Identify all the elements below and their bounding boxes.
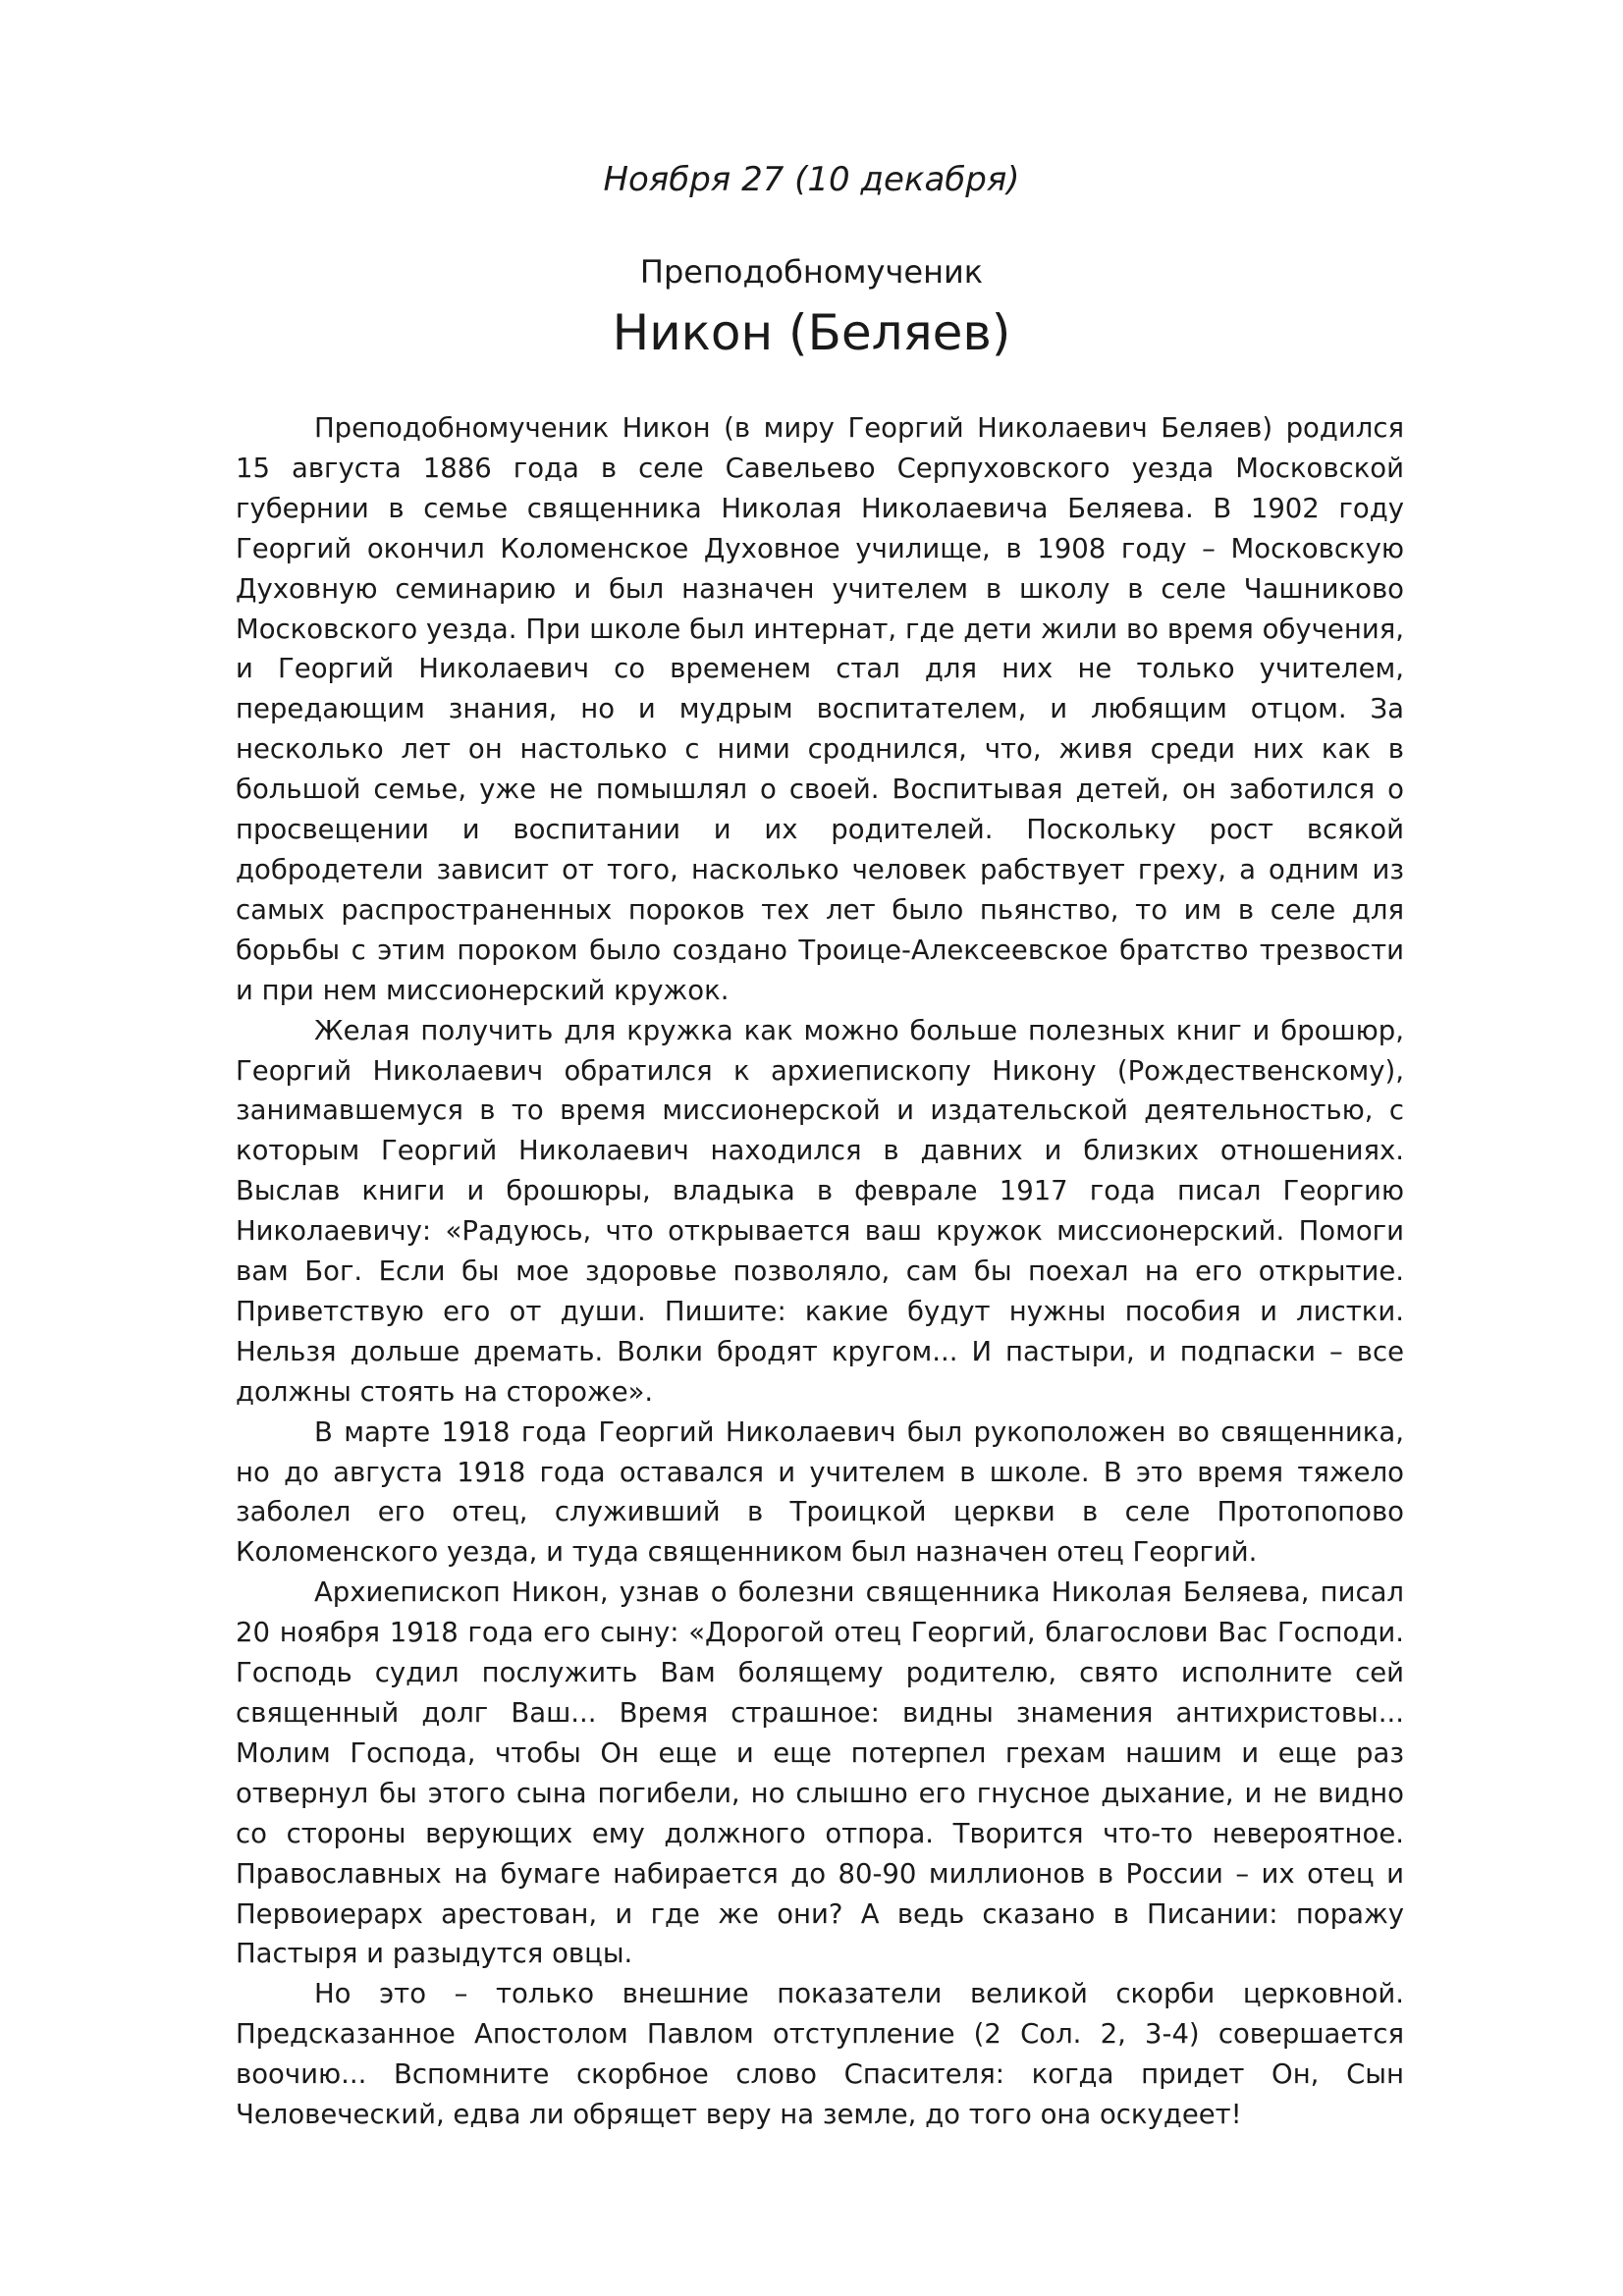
paragraph-4: Архиепископ Никон, узнав о болезни священника Николая Беляева, писал 20 ноября 1918 года его сыну: «Дорогой отец Георгий, благослови Вас Господи. Господь судил послужить Вам болящему родителю, свято исполните сей священный долг Ваш... Время страшное: видны знамения антихристовы... Молим Господа, чтобы Он еще и еще потерпел грехам нашим и еще раз отвернул бы этого сына погибели, но слышно его гнусное дыхание, и не видно со стороны верующих ему должного отпора. Творится что-то невероятное. Православных на бумаге набирается до 80-90 миллионов в России – их отец и Первоиерарх арестован, и где же они? А ведь сказано в Писании: поражу Пастыря и разыдутся овцы.: [236, 1576, 1404, 1970]
saint-name: Никон (Беляев): [612, 304, 1011, 361]
feast-date: Ноября 27 (10 декабря): [603, 160, 1020, 199]
paragraph-3: В марте 1918 года Георгий Николаевич был рукоположен во священника, но до августа 1918 года оставался и учителем в школе. В это время тяжело заболел его отец, служивший в Троицкой церкви в селе Протопопово Коломенского уезда, и туда священником был назначен отец Георгий.: [236, 1415, 1404, 1569]
article-body: [236, 408, 1404, 2135]
saint-rank: Преподобномученик: [639, 253, 984, 291]
paragraph-5: Но это – только внешние показатели великой скорби церковной. Предсказанное Апостолом Павлом отступление (2 Сол. 2, 3-4) совершается воочию... Вспомните скорбное слово Спасителя: когда придет Он, Сын Человеческий, едва ли обрящет веру на земле, до того она оскудеет!: [236, 1978, 1404, 2131]
paragraph-1: Преподобномученик Никон (в миру Георгий Николаевич Беляев) родился 15 августа 1886 года в селе Савельево Серпуховского уезда Московской губернии в семье священника Николая Николаевича Беляева. В 1902 году Георгий окончил Коломенское Духовное училище, в 1908 году – Московскую Духовную семинарию и был назначен учителем в школу в селе Чашниково Московского уезда. При школе был интернат, где дети жили во время обучения, и Георгий Николаевич со временем стал для них не только учителем, передающим знания, но и мудрым воспитателем, и любящим отцом. За несколько лет он настолько с ними сроднился, что, живя среди них как в большой семье, уже не помышлял о своей. Воспитывая детей, он заботился о просвещении и воспитании и их родителей. Поскольку рост всякой добродетели зависит от того, насколько человек рабствует греху, а одним из самых распространенных пороков тех лет было пьянство, то им в селе для борьбы с этим пороком было создано Троице-Алексеевское братство трезвости и при нем миссионерский кружок.: [236, 412, 1404, 1006]
paragraph-2: Желая получить для кружка как можно больше полезных книг и брошюр, Георгий Николаевич обратился к архиепископу Никону (Рождественскому), занимавшемуся в то время миссионерской и издательской деятельностью, с которым Георгий Николаевич находился в давних и близких отношениях. Выслав книги и брошюры, владыка в феврале 1917 года писал Георгию Николаевичу: «Радуюсь, что открывается ваш кружок миссионерский. Помоги вам Бог. Если бы мое здоровье позволяло, сам бы поехал на его открытие. Приветствую его от души. Пишите: какие будут нужны пособия и листки. Нельзя дольше дремать. Волки бродят кругом... И пастыри, и подпаски – все должны стоять на стороже».: [236, 1014, 1404, 1408]
